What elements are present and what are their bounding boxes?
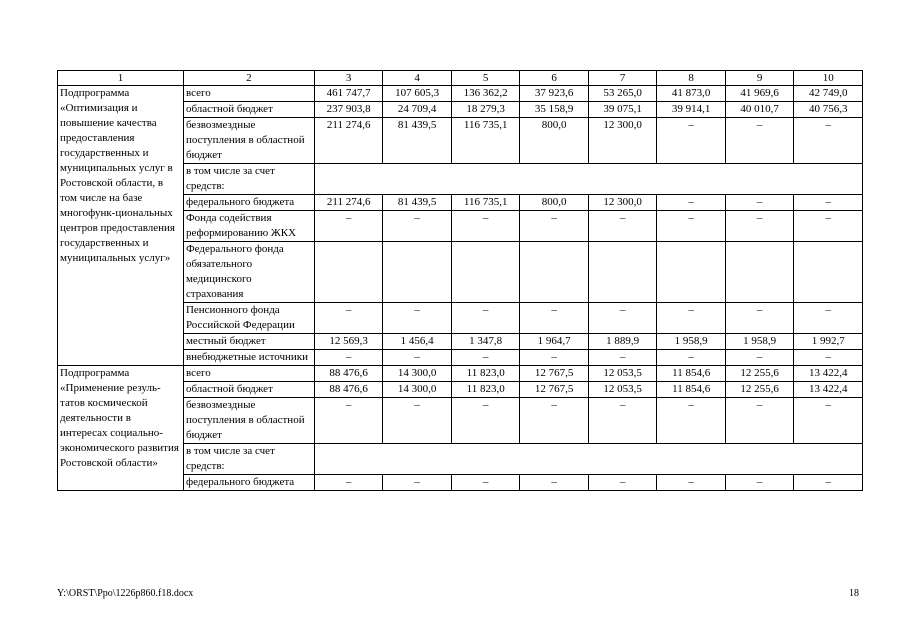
amount-cell: –: [794, 118, 863, 164]
amount-cell: –: [451, 303, 520, 334]
amount-cell: 88 476,6: [314, 382, 383, 398]
amount-cell: 12 300,0: [588, 195, 657, 211]
table-row: [58, 86, 863, 102]
amount-cell: 12 569,3: [314, 334, 383, 350]
amount-cell: 11 823,0: [451, 382, 520, 398]
amount-cell: 1 456,4: [383, 334, 452, 350]
amount-cell: –: [383, 350, 452, 366]
amount-cell: –: [725, 118, 794, 164]
amount-cell: –: [657, 211, 726, 242]
funding-source-label: в том числе за счет средств:: [183, 164, 314, 195]
amount-cell: 40 010,7: [725, 102, 794, 118]
empty-span-cell: [314, 164, 862, 195]
amount-cell: 1 992,7: [794, 334, 863, 350]
amount-cell: –: [451, 398, 520, 444]
amount-cell: 11 854,6: [657, 382, 726, 398]
amount-cell: 39 914,1: [657, 102, 726, 118]
amount-cell: –: [588, 398, 657, 444]
amount-cell: 81 439,5: [383, 195, 452, 211]
amount-cell: 12 053,5: [588, 366, 657, 382]
budget-table: [57, 70, 863, 491]
header-row: [58, 71, 863, 86]
amount-cell: –: [657, 350, 726, 366]
amount-cell: 41 873,0: [657, 86, 726, 102]
table-row: [58, 366, 863, 382]
amount-cell: –: [520, 398, 589, 444]
column-header: 1: [58, 71, 184, 86]
amount-cell: –: [588, 303, 657, 334]
amount-cell: 81 439,5: [383, 118, 452, 164]
amount-cell: –: [725, 211, 794, 242]
amount-cell: –: [794, 303, 863, 334]
amount-cell: 12 053,5: [588, 382, 657, 398]
funding-source-label: всего: [183, 366, 314, 382]
funding-source-label: Фонда содействия реформированию ЖКХ: [183, 211, 314, 242]
amount-cell: 1 964,7: [520, 334, 589, 350]
amount-cell: 461 747,7: [314, 86, 383, 102]
column-header: 4: [383, 71, 452, 86]
amount-cell: 13 422,4: [794, 366, 863, 382]
amount-cell: –: [314, 398, 383, 444]
amount-cell: 1 889,9: [588, 334, 657, 350]
amount-cell: –: [794, 195, 863, 211]
amount-cell: 24 709,4: [383, 102, 452, 118]
amount-cell: –: [451, 211, 520, 242]
funding-source-label: безвозмездные поступления в областной бюджет: [183, 118, 314, 164]
funding-source-label: в том числе за счет средств:: [183, 444, 314, 475]
funding-source-label: федерального бюджета: [183, 195, 314, 211]
amount-cell: –: [314, 303, 383, 334]
amount-cell: –: [657, 475, 726, 491]
funding-source-label: местный бюджет: [183, 334, 314, 350]
amount-cell: –: [520, 211, 589, 242]
column-header: 6: [520, 71, 589, 86]
amount-cell: [520, 242, 589, 303]
amount-cell: –: [588, 475, 657, 491]
amount-cell: 1 958,9: [725, 334, 794, 350]
amount-cell: [451, 242, 520, 303]
amount-cell: –: [588, 350, 657, 366]
amount-cell: 35 158,9: [520, 102, 589, 118]
amount-cell: 237 903,8: [314, 102, 383, 118]
document-path: Y:\ORST\Ppo\1226p860.f18.docx: [57, 588, 194, 599]
amount-cell: 13 422,4: [794, 382, 863, 398]
amount-cell: [588, 242, 657, 303]
amount-cell: –: [588, 211, 657, 242]
amount-cell: –: [657, 195, 726, 211]
amount-cell: 41 969,6: [725, 86, 794, 102]
amount-cell: –: [383, 303, 452, 334]
amount-cell: –: [314, 211, 383, 242]
amount-cell: 42 749,0: [794, 86, 863, 102]
amount-cell: –: [520, 303, 589, 334]
amount-cell: –: [794, 211, 863, 242]
amount-cell: –: [725, 350, 794, 366]
column-header: 9: [725, 71, 794, 86]
amount-cell: 12 255,6: [725, 382, 794, 398]
empty-span-cell: [314, 444, 862, 475]
amount-cell: [383, 242, 452, 303]
amount-cell: 107 605,3: [383, 86, 452, 102]
amount-cell: 14 300,0: [383, 366, 452, 382]
funding-source-label: внебюджетные источники: [183, 350, 314, 366]
amount-cell: 116 735,1: [451, 195, 520, 211]
amount-cell: 11 854,6: [657, 366, 726, 382]
amount-cell: –: [314, 475, 383, 491]
column-header: 3: [314, 71, 383, 86]
funding-source-label: безвозмездные поступления в областной бюджет: [183, 398, 314, 444]
amount-cell: –: [657, 398, 726, 444]
amount-cell: –: [383, 475, 452, 491]
subprogram-title: Подпрограмма «Оптимизация и повышение качества предоставления государственных и муниципальных услуг в Ростовской области, в том числе на базе многофунк-циональных центров предоставления государственных и муниципальных услуг»: [58, 86, 184, 366]
amount-cell: 88 476,6: [314, 366, 383, 382]
amount-cell: –: [383, 211, 452, 242]
funding-source-label: областной бюджет: [183, 102, 314, 118]
amount-cell: 37 923,6: [520, 86, 589, 102]
amount-cell: 211 274,6: [314, 118, 383, 164]
amount-cell: 136 362,2: [451, 86, 520, 102]
amount-cell: 11 823,0: [451, 366, 520, 382]
amount-cell: 14 300,0: [383, 382, 452, 398]
amount-cell: 211 274,6: [314, 195, 383, 211]
amount-cell: [657, 242, 726, 303]
amount-cell: –: [520, 475, 589, 491]
amount-cell: 1 347,8: [451, 334, 520, 350]
amount-cell: [794, 242, 863, 303]
amount-cell: –: [657, 118, 726, 164]
amount-cell: 116 735,1: [451, 118, 520, 164]
funding-source-label: Пенсионного фонда Российской Федерации: [183, 303, 314, 334]
amount-cell: –: [725, 303, 794, 334]
column-header: 7: [588, 71, 657, 86]
amount-cell: –: [520, 350, 589, 366]
amount-cell: 39 075,1: [588, 102, 657, 118]
amount-cell: 12 255,6: [725, 366, 794, 382]
amount-cell: 1 958,9: [657, 334, 726, 350]
amount-cell: 12 767,5: [520, 382, 589, 398]
amount-cell: –: [725, 398, 794, 444]
amount-cell: –: [657, 303, 726, 334]
amount-cell: –: [451, 475, 520, 491]
funding-source-label: Федерального фонда обязательного медицинского страхования: [183, 242, 314, 303]
funding-source-label: федерального бюджета: [183, 475, 314, 491]
amount-cell: –: [383, 398, 452, 444]
amount-cell: –: [794, 350, 863, 366]
amount-cell: 12 300,0: [588, 118, 657, 164]
amount-cell: –: [725, 475, 794, 491]
amount-cell: 12 767,5: [520, 366, 589, 382]
amount-cell: 18 279,3: [451, 102, 520, 118]
subprogram-title: Подпрограмма «Применение резуль-татов космической деятельности в интересах социально-экономического развития Ростовской области»: [58, 366, 184, 491]
page-number: 18: [849, 588, 859, 599]
amount-cell: –: [794, 398, 863, 444]
amount-cell: –: [451, 350, 520, 366]
column-header: 2: [183, 71, 314, 86]
amount-cell: –: [314, 350, 383, 366]
amount-cell: 40 756,3: [794, 102, 863, 118]
column-header: 10: [794, 71, 863, 86]
amount-cell: 800,0: [520, 195, 589, 211]
amount-cell: –: [794, 475, 863, 491]
column-header: 5: [451, 71, 520, 86]
funding-source-label: всего: [183, 86, 314, 102]
amount-cell: –: [725, 195, 794, 211]
amount-cell: [725, 242, 794, 303]
column-header: 8: [657, 71, 726, 86]
amount-cell: 53 265,0: [588, 86, 657, 102]
funding-source-label: областной бюджет: [183, 382, 314, 398]
amount-cell: 800,0: [520, 118, 589, 164]
amount-cell: [314, 242, 383, 303]
